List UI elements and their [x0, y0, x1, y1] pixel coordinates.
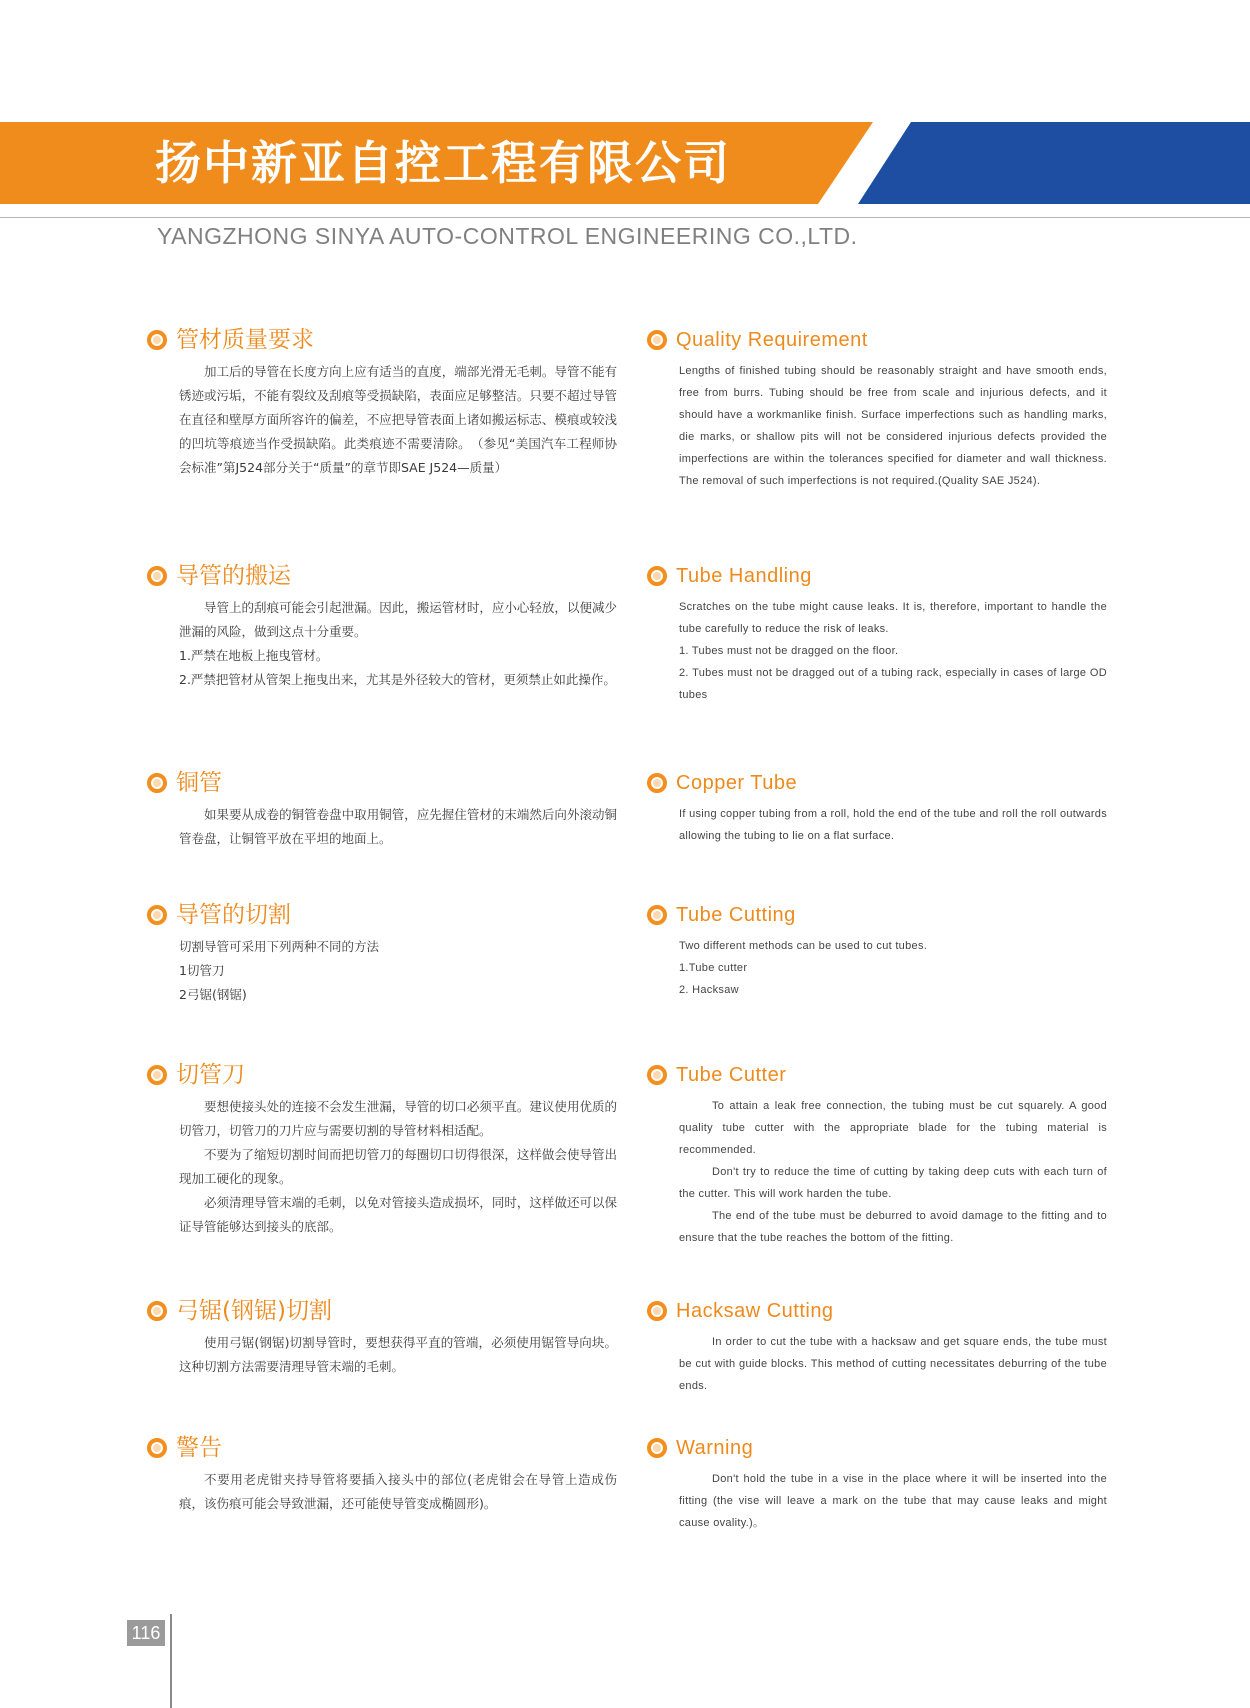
section-title: 警告 — [176, 1435, 222, 1461]
section-copper-cn — [147, 765, 617, 851]
section-title: 导管的搬运 — [176, 563, 291, 589]
section-title-row — [647, 765, 1107, 801]
section-paragraph: 不要用老虎钳夹持导管将要插入接头中的部位(老虎钳会在导管上造成伤痕，该伤痕可能会导致泄漏，还可能使导管变成椭圆形)。 — [179, 1472, 617, 1511]
section-quality-en — [647, 322, 1107, 492]
section-title-row — [647, 322, 1107, 358]
section-paragraph: If using copper tubing from a roll, hold the end of the tube and roll the roll outwards allowing the tubing to lie on a flat surface. — [679, 808, 1107, 842]
section-list-item: 1. Tubes must not be dragged on the floor. — [679, 645, 899, 657]
section-paragraph: 必须清理导管末端的毛刺，以免对管接头造成损坏，同时，这样做还可以保证导管能够达到接头的底部。 — [179, 1195, 617, 1234]
bullet-icon — [647, 1065, 667, 1085]
section-title: Tube Cutting — [676, 904, 796, 926]
section-list-item: 2. Hacksaw — [679, 984, 739, 996]
company-name-en: YANGZHONG SINYA AUTO-CONTROL ENGINEERING CO.,LTD. — [157, 223, 858, 249]
bullet-icon — [147, 1301, 167, 1321]
header-rule — [0, 217, 1250, 218]
section-paragraph: Don't try to reduce the time of cutting by taking deep cuts with each turn of the cutter. This will work harden the tube. — [679, 1166, 1107, 1200]
section-title-row — [147, 322, 617, 358]
section-paragraph: Don't hold the tube in a vise in the place where it will be inserted into the fitting (the vise will leave a mark on the tube that may cause leaks and might cause ovality.)。 — [679, 1473, 1107, 1529]
bullet-icon — [147, 1065, 167, 1085]
bullet-icon — [147, 905, 167, 925]
section-title: 弓锯(钢锯)切割 — [176, 1298, 332, 1324]
bullet-icon — [647, 330, 667, 350]
section-paragraph: Scratches on the tube might cause leaks. It is, therefore, important to handle the tube carefully to reduce the risk of leaks. — [679, 601, 1107, 635]
section-list-item: 2. Tubes must not be dragged out of a tubing rack, especially in cases of large OD tubes — [679, 667, 1107, 701]
section-list-item: 2弓锯(钢锯) — [179, 987, 247, 1002]
section-title: Tube Cutter — [676, 1064, 787, 1086]
section-warning-cn — [147, 1430, 617, 1516]
section-title-row — [147, 1430, 617, 1466]
section-paragraph: To attain a leak free connection, the tubing must be cut squarely. A good quality tube cutter with the appropriate blade for the tubing material is recommended. — [679, 1100, 1107, 1156]
section-title-row — [647, 1430, 1107, 1466]
section-title: 切管刀 — [176, 1062, 245, 1088]
section-title-row — [647, 897, 1107, 933]
section-title-row — [147, 765, 617, 801]
bullet-icon — [147, 1438, 167, 1458]
section-title: Warning — [676, 1437, 754, 1459]
section-title: Quality Requirement — [676, 329, 868, 351]
section-cutter-cn — [147, 1057, 617, 1239]
section-paragraph: 如果要从成卷的铜管卷盘中取用铜管，应先握住管材的末端然后向外滚动铜管卷盘，让铜管平放在平坦的地面上。 — [179, 807, 617, 846]
section-paragraph: The end of the tube must be deburred to avoid damage to the fitting and to ensure that the tube reaches the bottom of the fitting. — [679, 1210, 1107, 1244]
page-number: 116 — [127, 1620, 165, 1646]
section-title-row — [147, 897, 617, 933]
section-title-row — [147, 1057, 617, 1093]
section-title-row — [147, 558, 617, 594]
bullet-icon — [647, 1438, 667, 1458]
section-title: 管材质量要求 — [176, 327, 314, 353]
section-title: Hacksaw Cutting — [676, 1300, 834, 1322]
section-quality-cn — [147, 322, 617, 480]
section-paragraph: 切割导管可采用下列两种不同的方法 — [179, 939, 380, 954]
section-paragraph: 加工后的导管在长度方向上应有适当的直度，端部光滑无毛刺。导管不能有锈迹或污垢，不能有裂纹及刮痕等受损缺陷，表面应足够整洁。只要不超过导管在直径和壁厚方面所容许的偏差，不应把导管表面上诸如搬运标志、模痕或较浅的凹坑等痕迹当作受损缺陷。此类痕迹不需要清除。 （参见“美国汽车工程师协会标准”第J524部分关于“质量”的章节即SAE J524—质量） — [179, 364, 617, 475]
section-handling-en — [647, 558, 1107, 706]
bullet-icon — [147, 330, 167, 350]
section-list-item: 1.严禁在地板上拖曳管材。 — [179, 648, 329, 663]
section-title-row — [147, 1293, 617, 1329]
section-hacksaw-en — [647, 1293, 1107, 1397]
section-list-item: 2.严禁把管材从管架上拖曳出来，尤其是外径较大的管材，更须禁止如此操作。 — [179, 672, 616, 687]
section-paragraph: 使用弓锯(钢锯)切割导管时，要想获得平直的管端，必须使用锯管导向块。这种切割方法需要清理导管末端的毛刺。 — [179, 1335, 617, 1374]
section-title-row — [647, 1293, 1107, 1329]
banner-blue-band — [858, 122, 1250, 204]
page-margin-line — [170, 1614, 172, 1708]
section-paragraph: 导管上的刮痕可能会引起泄漏。因此，搬运管材时，应小心轻放，以便减少泄漏的风险，做到这点十分重要。 — [179, 600, 617, 639]
section-warning-en — [647, 1430, 1107, 1534]
company-name-cn: 扬中新亚自控工程有限公司 — [155, 136, 731, 190]
section-handling-cn — [147, 558, 617, 692]
bullet-icon — [147, 566, 167, 586]
section-cutting-cn — [147, 897, 617, 1007]
bullet-icon — [647, 1301, 667, 1321]
section-cutting-en — [647, 897, 1107, 1001]
section-title-row — [647, 558, 1107, 594]
bullet-icon — [147, 773, 167, 793]
section-paragraph: 要想使接头处的连接不会发生泄漏，导管的切口必须平直。建议使用优质的切管刀，切管刀的刀片应与需要切割的导管材料相适配。 — [179, 1099, 617, 1138]
section-list-item: 1切管刀 — [179, 963, 225, 978]
section-title-row — [647, 1057, 1107, 1093]
section-title: 导管的切割 — [176, 902, 291, 928]
section-paragraph: Two different methods can be used to cut tubes. — [679, 940, 928, 952]
section-copper-en — [647, 765, 1107, 847]
section-hacksaw-cn — [147, 1293, 617, 1379]
bullet-icon — [647, 566, 667, 586]
section-title: 铜管 — [176, 770, 222, 796]
section-paragraph: 不要为了缩短切割时间而把切管刀的每圈切口切得很深，这样做会使导管出现加工硬化的现象。 — [179, 1147, 617, 1186]
section-title: Tube Handling — [676, 565, 812, 587]
section-paragraph: Lengths of finished tubing should be reasonably straight and have smooth ends, free from burrs. Tubing should be free from scale and injurious defects, and it should have a workmanlike finish. Surface imperfections such as handling marks, die marks, or shallow pits will not be considered injurious defects provided the imperfections are within the tolerances specified for diameter and wall thickness. The removal of such imperfections is not required.(Quality SAE J524). — [679, 365, 1107, 487]
section-paragraph: In order to cut the tube with a hacksaw and get square ends, the tube must be cut with guide blocks. This method of cutting necessitates deburring of the tube ends. — [679, 1336, 1107, 1392]
bullet-icon — [647, 773, 667, 793]
section-cutter-en — [647, 1057, 1107, 1249]
bullet-icon — [647, 905, 667, 925]
section-list-item: 1.Tube cutter — [679, 962, 748, 974]
section-title: Copper Tube — [676, 772, 798, 794]
